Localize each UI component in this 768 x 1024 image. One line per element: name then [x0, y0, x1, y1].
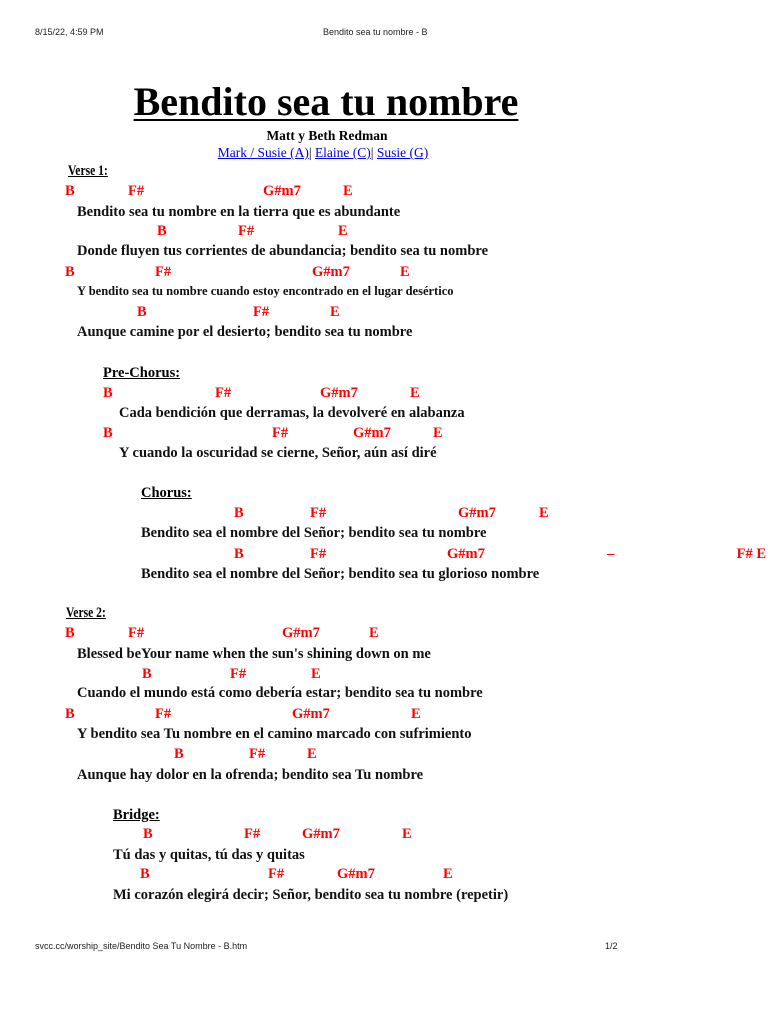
chord: B	[65, 264, 75, 280]
chord: E	[369, 625, 379, 641]
lyric-line: Y bendito sea tu nombre cuando estoy encontrado en el lugar desértico	[77, 284, 454, 298]
version-link-elaine-c[interactable]: Elaine (C)	[314, 145, 371, 160]
link-separator: |	[370, 145, 374, 160]
chord: B	[157, 223, 167, 239]
print-footer-url: svcc.cc/worship_site/Bendito Sea Tu Nombre - B.htm	[35, 941, 248, 951]
chord: G#m7	[282, 625, 320, 641]
chord: B	[234, 505, 244, 521]
chord: B	[174, 746, 184, 762]
print-datetime: 8/15/22, 4:59 PM	[35, 27, 104, 37]
section-label-verse-1: Verse 1:	[68, 163, 108, 179]
print-page-title: Bendito sea tu nombre - B	[323, 27, 428, 37]
chord-line	[0, 624, 768, 642]
chord: B	[143, 826, 153, 842]
song-title-text: Bendito sea tu nombre	[133, 79, 519, 124]
chord-line	[0, 384, 768, 402]
chord: G#m7	[320, 385, 358, 401]
song-title	[0, 79, 652, 125]
section-chorus	[141, 484, 192, 502]
chord: F#	[244, 826, 261, 842]
chord: E	[402, 826, 412, 842]
chord: G#m7	[292, 706, 330, 722]
chord: B	[142, 666, 152, 682]
version-links	[0, 144, 646, 162]
section-label-bridge: Bridge:	[113, 807, 160, 823]
chord: G#m7	[302, 826, 340, 842]
print-page-number: 1/2	[605, 941, 618, 951]
lyric-line: Bendito sea el nombre del Señor; bendito sea tu glorioso nombre	[141, 566, 540, 582]
section-label-verse-2: Verse 2:	[66, 605, 106, 621]
chord-line	[0, 424, 768, 442]
chord: F#	[249, 746, 266, 762]
chord-line	[0, 504, 768, 522]
section-label-chorus: Chorus:	[141, 485, 192, 501]
lyric-line: Y bendito sea Tu nombre en el camino marcado con sufrimiento	[77, 726, 472, 742]
chord: B	[140, 866, 150, 882]
chord: G#m7	[337, 866, 375, 882]
section-label-pre-chorus: Pre-Chorus:	[103, 365, 181, 381]
section-verse-2	[66, 604, 116, 622]
chord: E	[343, 183, 353, 199]
chord: F#	[230, 666, 247, 682]
chord: E	[411, 706, 421, 722]
chord: B	[65, 625, 75, 641]
chord: F#	[155, 706, 172, 722]
chord: B	[103, 425, 113, 441]
chord: G#m7	[447, 546, 485, 562]
chord-line	[0, 303, 768, 321]
lyric-line: Y cuando la oscuridad se cierne, Señor, aún así diré	[119, 445, 437, 461]
chord: E	[330, 304, 340, 320]
chord: G#m7	[353, 425, 391, 441]
chord-line	[0, 665, 768, 683]
song-authors: Matt y Beth Redman	[266, 128, 388, 143]
chord: G#m7	[458, 505, 496, 521]
chord: F#	[310, 546, 327, 562]
chord: G#m7	[312, 264, 350, 280]
section-bridge	[113, 806, 160, 824]
chord-line	[0, 182, 768, 200]
lyric-line: Bendito sea el nombre del Señor; bendito sea tu nombre	[141, 525, 487, 541]
chord: –	[607, 546, 615, 562]
chord: F#	[155, 264, 172, 280]
chord-line	[0, 865, 768, 883]
chord: F# E	[736, 546, 766, 562]
chord: E	[307, 746, 317, 762]
chord-line	[0, 705, 768, 723]
version-link-mark-susie-a[interactable]: Mark / Susie (A)	[217, 145, 309, 160]
chord: F#	[128, 183, 145, 199]
lyric-line: Aunque camine por el desierto; bendito sea tu nombre	[77, 324, 413, 340]
lyric-line: Aunque hay dolor en la ofrenda; bendito sea Tu nombre	[77, 767, 424, 783]
chord: E	[311, 666, 321, 682]
chord-line	[0, 545, 768, 563]
chord: E	[443, 866, 453, 882]
lyric-line: Tú das y quitas, tú das y quitas	[113, 847, 305, 863]
lyric-line: Cada bendición que derramas, la devolveré en alabanza	[119, 405, 465, 421]
chord-line	[0, 745, 768, 763]
chord: F#	[268, 866, 285, 882]
lyric-line: Bendito sea tu nombre en la tierra que es abundante	[77, 204, 401, 220]
chord-line	[0, 825, 768, 843]
chord: F#	[253, 304, 270, 320]
chord: F#	[238, 223, 255, 239]
lyric-line: Mi corazón elegirá decir; Señor, bendito sea tu nombre (repetir)	[113, 887, 509, 903]
chord: E	[400, 264, 410, 280]
chord: E	[410, 385, 420, 401]
version-link-susie-g[interactable]: Susie (G)	[376, 145, 429, 160]
lyric-line: Cuando el mundo está como debería estar; bendito sea tu nombre	[77, 685, 483, 701]
chord: B	[65, 183, 75, 199]
chord: E	[433, 425, 443, 441]
lyric-line: Blessed beYour name when the sun's shining down on me	[77, 646, 431, 662]
chord-line	[0, 263, 768, 281]
chord: G#m7	[263, 183, 301, 199]
link-separator: |	[308, 145, 312, 160]
chord: B	[103, 385, 113, 401]
lyric-line: Donde fluyen tus corrientes de abundancia; bendito sea tu nombre	[77, 243, 488, 259]
chord: F#	[272, 425, 289, 441]
chord: E	[539, 505, 549, 521]
chord: F#	[215, 385, 232, 401]
chord: B	[137, 304, 147, 320]
section-verse-1	[68, 162, 118, 180]
chord: E	[338, 223, 348, 239]
chord: F#	[310, 505, 327, 521]
chord: B	[65, 706, 75, 722]
chord: B	[234, 546, 244, 562]
section-pre-chorus	[103, 364, 180, 382]
chord: F#	[128, 625, 145, 641]
chord-line	[0, 222, 768, 240]
